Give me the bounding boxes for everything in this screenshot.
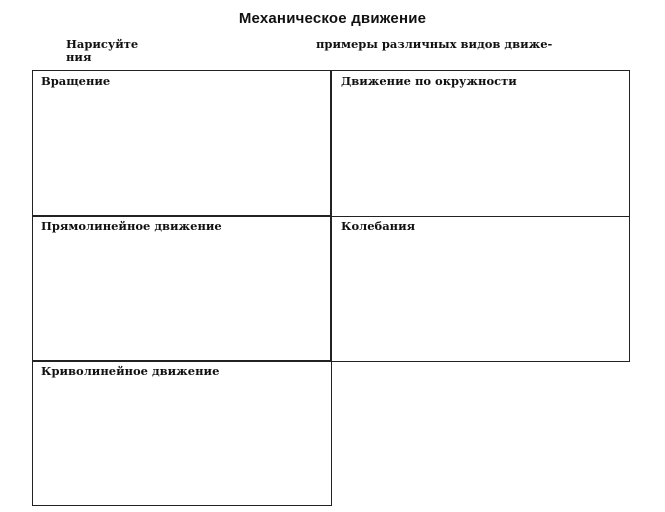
cell-label: Движение по окружности (341, 74, 517, 88)
drawing-cell-rotation[interactable] (32, 70, 332, 217)
drawing-cell-curvilinear-motion[interactable] (32, 360, 332, 506)
drawing-cell-linear-motion[interactable] (32, 215, 332, 362)
cell-label: Криволинейное движение (41, 364, 220, 378)
instruction-left (66, 38, 186, 64)
drawing-cell-circular-motion[interactable] (330, 70, 630, 217)
instruction-right: примеры различных видов движе- (316, 37, 553, 51)
drawing-grid (32, 70, 630, 506)
instruction-left-line-2: ния (66, 50, 92, 64)
cell-label: Вращение (41, 74, 111, 88)
page-title: Механическое движение (238, 10, 427, 27)
cell-label: Прямолинейное движение (41, 219, 222, 233)
cell-label: Колебания (341, 219, 416, 233)
instruction-left-line-1: Нарисуйте (66, 37, 139, 51)
drawing-cell-oscillation[interactable] (330, 215, 630, 362)
